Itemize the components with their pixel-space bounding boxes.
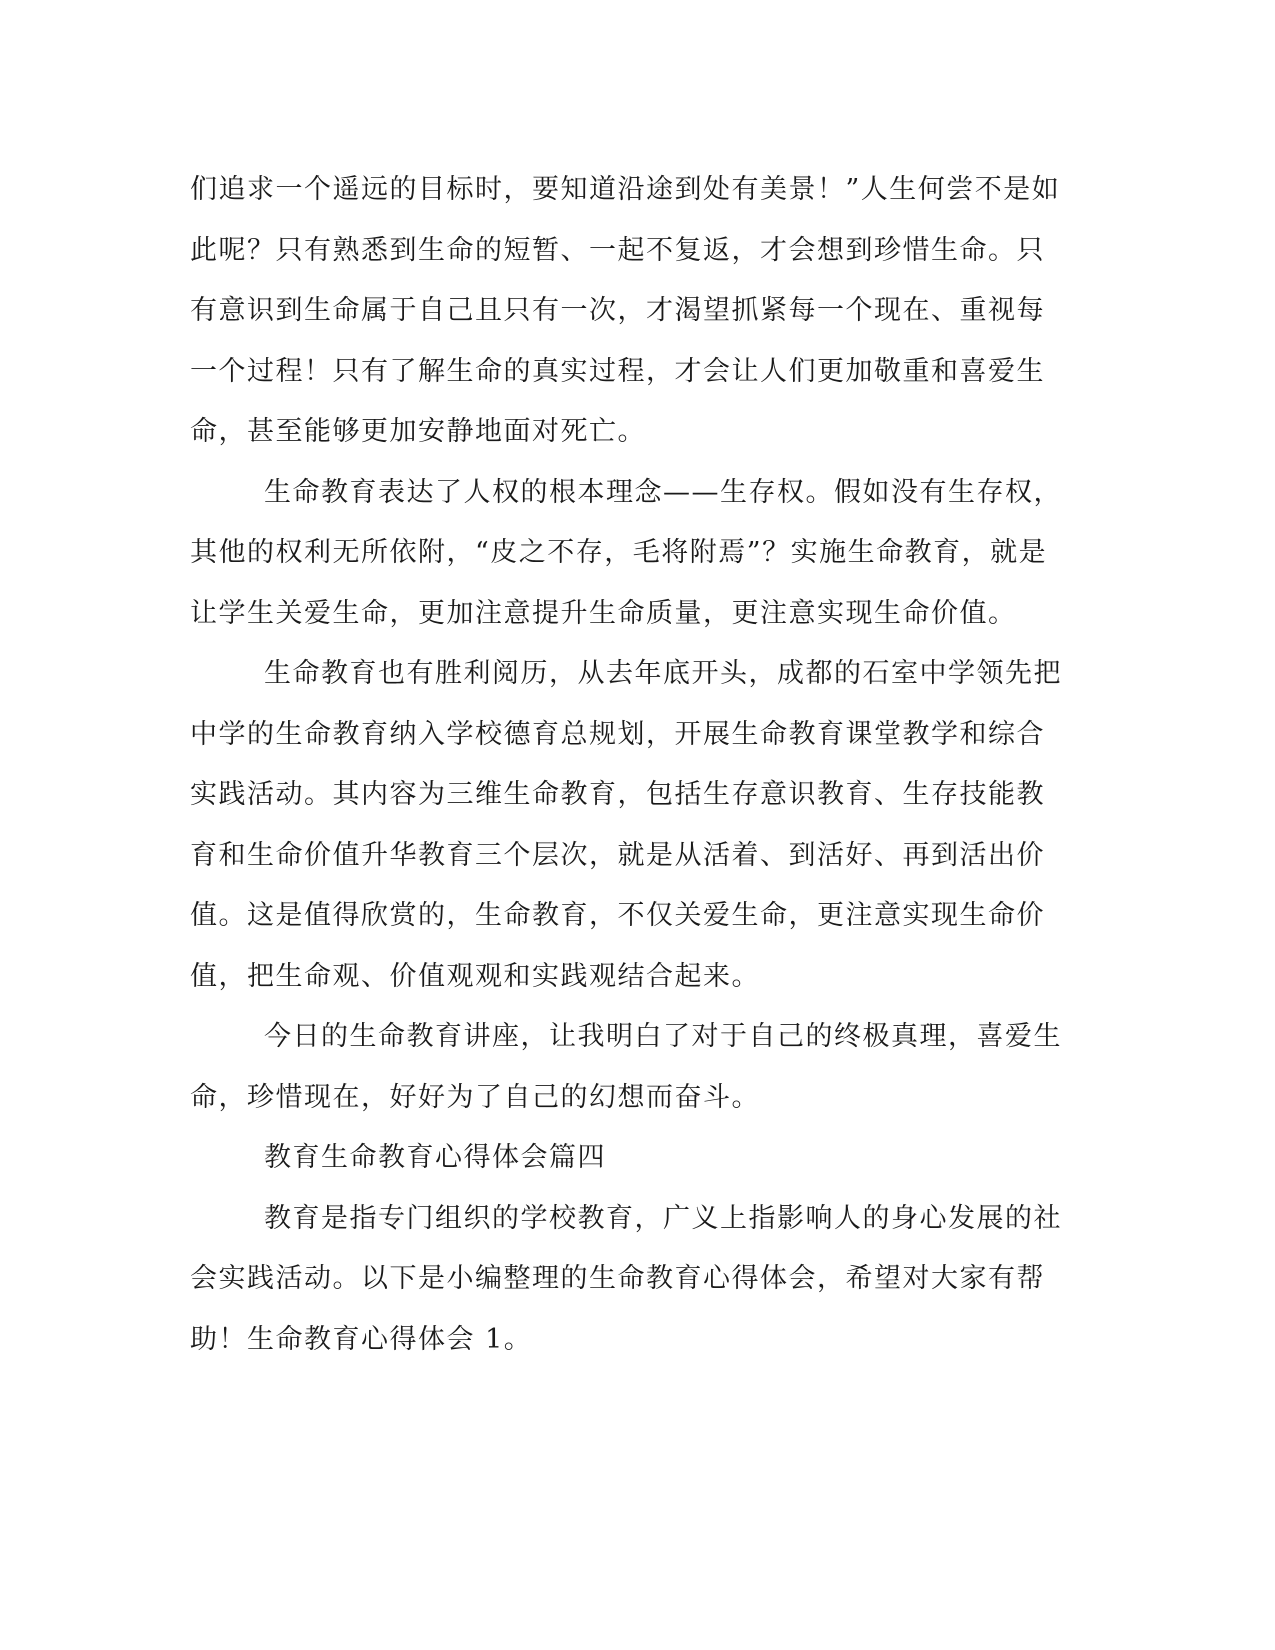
text-line: 值。这是值得欣赏的，生命教育，不仅关爱生命，更注意实现生命价: [190, 900, 1045, 931]
text-line: 让学生关爱生命，更加注意提升生命质量，更注意实现生命价值。: [190, 597, 1017, 629]
text-line: 命，甚至能够更加安静地面对死亡。: [190, 416, 646, 447]
text-line: 会实践活动。以下是小编整理的生命教育心得体会，希望对大家有帮: [190, 1263, 1045, 1294]
text-line: 们追求一个遥远的目标时，要知道沿途到处有美景！”人生何尝不是如: [190, 174, 1061, 205]
text-line: 生命教育也有胜利阅历，从去年底开头，成都的石室中学领先把: [264, 658, 1062, 689]
text-line: 教育是指专门组织的学校教育，广义上指影响人的身心发展的社: [264, 1202, 1062, 1234]
text-line: 命，珍惜现在，好好为了自己的幻想而奋斗。: [190, 1081, 760, 1113]
text-line: 实践活动。其内容为三维生命教育，包括生存意识教育、生存技能教: [190, 779, 1045, 810]
document-body: [190, 160, 1070, 1370]
text-line: 生命教育表达了人权的根本理念——生存权。假如没有生存权，: [264, 476, 1062, 508]
text-line: 今日的生命教育讲座，让我明白了对于自己的终极真理，喜爱生: [264, 1021, 1062, 1052]
text-line: 助！生命教育心得体会 1。: [190, 1323, 533, 1355]
text-line: 教育生命教育心得体会篇四: [264, 1142, 606, 1173]
text-line: 一个过程！只有了解生命的真实过程，才会让人们更加敬重和喜爱生: [190, 355, 1045, 387]
text-line: 有意识到生命属于自己且只有一次，才渴望抓紧每一个现在、重视每: [190, 295, 1045, 326]
text-line: 中学的生命教育纳入学校德育总规划，开展生命教育课堂教学和综合: [190, 718, 1045, 750]
text-line: 此呢？只有熟悉到生命的短暂、一起不复返，才会想到珍惜生命。只: [190, 234, 1045, 266]
text-line: 值，把生命观、价值观观和实践观结合起来。: [190, 960, 760, 992]
text-line: 育和生命价值升华教育三个层次，就是从活着、到活好、再到活出价: [190, 839, 1045, 871]
text-line: 其他的权利无所依附，“皮之不存，毛将附焉”？实施生命教育，就是: [190, 537, 1048, 568]
